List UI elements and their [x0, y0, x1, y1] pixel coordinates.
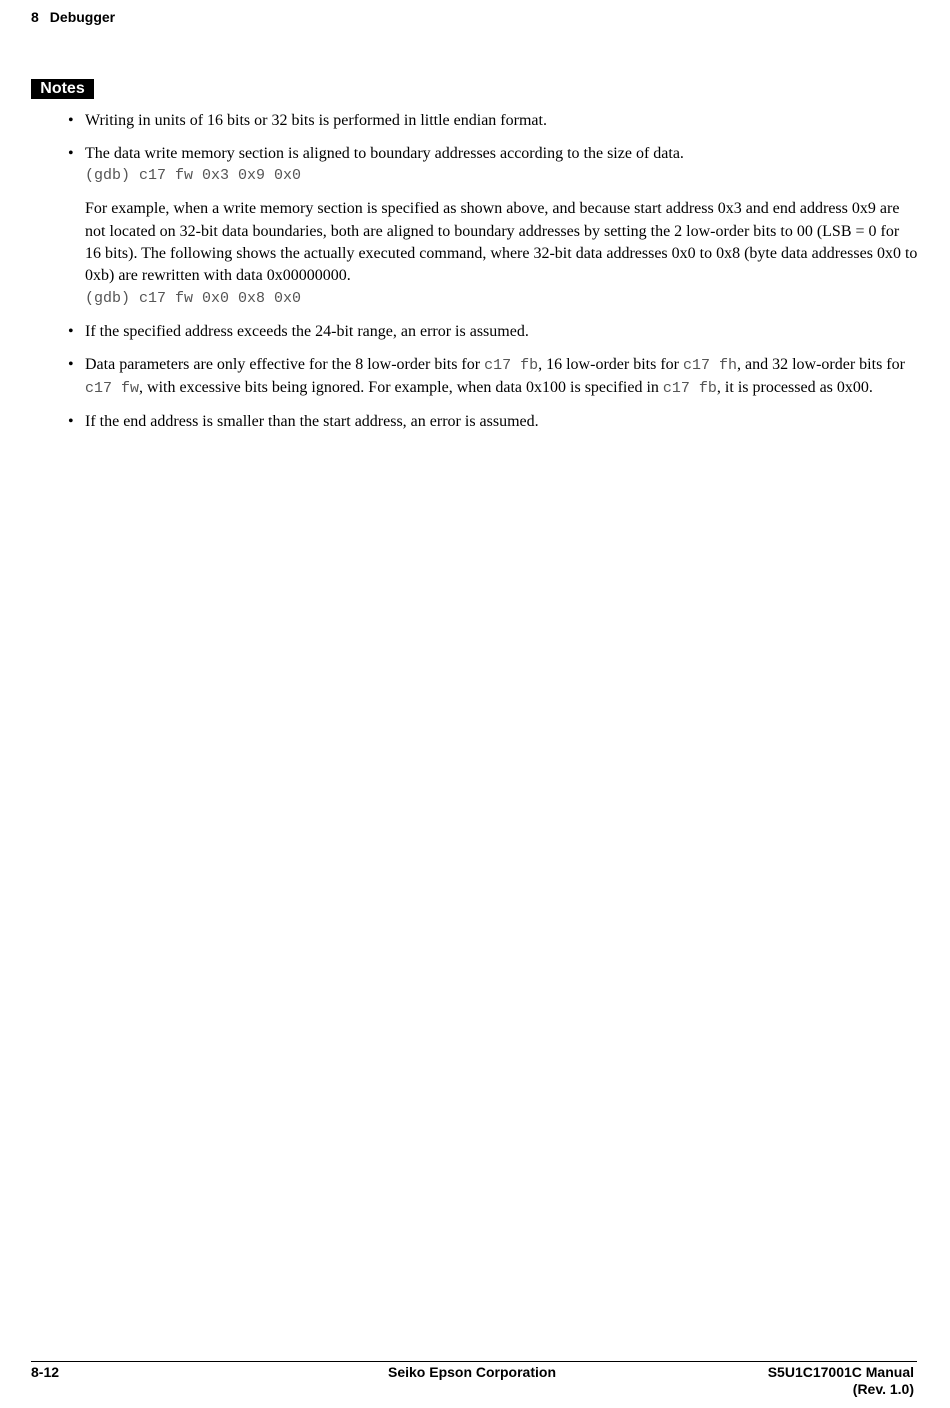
- inline-code: c17 fb: [484, 356, 539, 374]
- note-text-segment: , and 32 low-order bits for: [736, 355, 905, 373]
- note-text-segment: Data parameters are only effective for the 8 low-order bits for: [85, 355, 485, 373]
- chapter-number: 8: [31, 9, 39, 25]
- inline-code: c17 fh: [682, 356, 737, 374]
- code-example: (gdb) c17 fw 0x0 0x8 0x0: [85, 289, 302, 307]
- note-item: [68, 321, 919, 343]
- footer-manual: [768, 1364, 914, 1398]
- notes-list: [68, 110, 919, 444]
- note-text: If the specified address exceeds the 24-bit range, an error is assumed.: [85, 322, 529, 340]
- notes-label: Notes: [31, 79, 94, 99]
- page-number: 8-12: [31, 1364, 60, 1380]
- bullet-icon: •: [68, 412, 74, 430]
- bullet-icon: •: [68, 112, 74, 129]
- running-head: [31, 8, 115, 26]
- code-example: (gdb) c17 fw 0x3 0x9 0x0: [85, 167, 302, 185]
- note-text: Writing in units of 16 bits or 32 bits is performed in little endian format.: [85, 112, 547, 129]
- note-text-segment: , it is processed as 0x00.: [716, 379, 873, 397]
- note-text: If the end address is smaller than the start address, an error is assumed.: [85, 412, 539, 430]
- footer-rule: [31, 1361, 917, 1362]
- inline-code: c17 fw: [85, 380, 140, 398]
- note-text-segment: , 16 low-order bits for: [538, 355, 683, 373]
- chapter-title: Debugger: [49, 9, 116, 25]
- bullet-icon: •: [68, 322, 74, 340]
- manual-revision: (Rev. 1.0): [852, 1381, 914, 1397]
- note-item: [68, 411, 919, 433]
- footer-company: Seiko Epson Corporation: [387, 1364, 556, 1380]
- note-item: [68, 110, 919, 132]
- note-text-segment: , with excessive bits being ignored. For example, when data 0x100 is specified in: [139, 379, 663, 397]
- bullet-icon: •: [68, 355, 74, 373]
- note-paragraph: For example, when a write memory section is specified as shown above, and because start address 0x3 and end address 0x9 are not located on 32-bit data boundaries, both are aligned to boundary addresses by setting the 2 low-order bits to 00 (LSB = 0 for 16 bits). The following shows the actually executed command, where 32-bit data addresses 0x0 to 0x8 (byte data addresses 0x0 to 0xb) are rewritten with data 0x00000000.: [85, 200, 918, 285]
- inline-code: c17 fb: [662, 380, 717, 398]
- manual-title: S5U1C17001C Manual: [767, 1364, 914, 1380]
- bullet-icon: •: [68, 144, 74, 162]
- note-item: [68, 354, 919, 401]
- note-item: [68, 143, 919, 310]
- note-text: The data write memory section is aligned to boundary addresses according to the size of data.: [85, 144, 684, 162]
